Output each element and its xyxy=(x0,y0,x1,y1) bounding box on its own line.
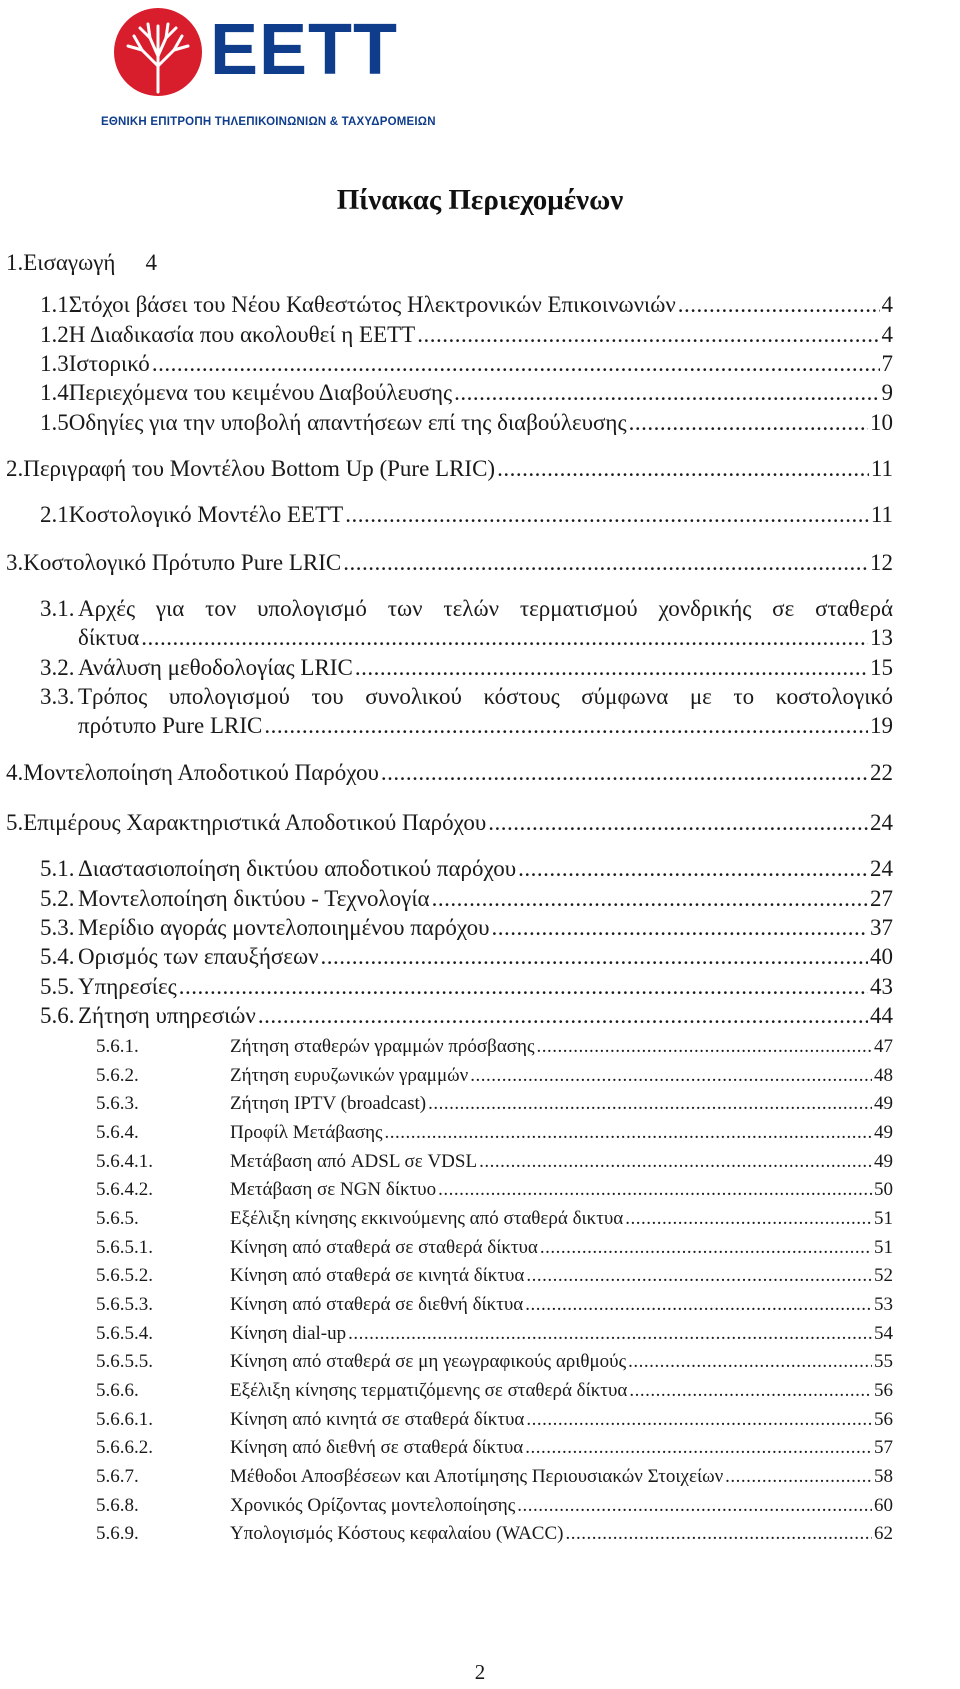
toc-label: Ζήτηση IPTV (broadcast) xyxy=(230,1093,427,1114)
toc-label: Κίνηση dial-up xyxy=(230,1323,347,1344)
toc-number: 5.6.2. xyxy=(96,1065,139,1086)
toc-label: Υπηρεσίες xyxy=(78,974,177,999)
toc-leader xyxy=(428,1093,872,1115)
toc-page: 58 xyxy=(874,1466,893,1487)
toc-entry-5-6-6[interactable] xyxy=(96,1380,893,1402)
toc-label: Κίνηση από σταθερά σε σταθερά δίκτυα xyxy=(230,1237,538,1258)
toc-page: 4 xyxy=(881,322,893,347)
logo-wordmark: EETT xyxy=(210,10,399,90)
toc-page: 47 xyxy=(874,1036,893,1057)
toc-label: Ανάλυση μεθοδολογίας LRIC xyxy=(78,655,353,680)
toc-page: 49 xyxy=(874,1093,893,1114)
toc-page: 15 xyxy=(870,655,893,680)
toc-number: 3.1. xyxy=(40,596,75,621)
toc-leader xyxy=(348,1323,872,1345)
toc-number: 5.6.5.4. xyxy=(96,1323,153,1344)
toc-page: 24 xyxy=(870,810,893,835)
page-number: 2 xyxy=(474,1660,486,1684)
toc-number: 5.6.5.5. xyxy=(96,1351,153,1372)
toc-number: 5.6. xyxy=(40,1003,75,1028)
toc-leader xyxy=(264,713,868,739)
toc-entry-5-4[interactable] xyxy=(40,944,893,970)
toc-label: Μοντελοποίηση δικτύου - Τεχνολογία xyxy=(78,886,430,911)
toc-page: 4 xyxy=(881,292,893,317)
toc-number: 1.5 xyxy=(40,410,69,435)
toc-entry-5-6-5-4[interactable] xyxy=(96,1323,893,1345)
toc-number: 5.6.6.2. xyxy=(96,1437,153,1458)
toc-label: Κοστολογικό Μοντέλο ΕΕΤΤ xyxy=(68,502,344,527)
toc-label: Οδηγίες για την υποβολή απαντήσεων επί της διαβούλευσης xyxy=(68,410,627,435)
toc-label: Κίνηση από κινητά σε σταθερά δίκτυα xyxy=(230,1409,525,1430)
toc-label: Επιμέρους Χαρακτηριστικά Αποδοτικού Παρόχου xyxy=(23,810,487,835)
toc-number: 1.1 xyxy=(40,292,69,317)
toc-label: Μέθοδοι Αποσβέσεων και Αποτίμησης Περιουσιακών Στοιχείων xyxy=(230,1466,724,1487)
toc-leader xyxy=(525,1294,872,1316)
toc-entry-5-6-1[interactable] xyxy=(96,1036,893,1058)
toc-number: 3. xyxy=(6,550,24,575)
toc-entry-3-1-cont[interactable] xyxy=(78,625,893,651)
toc-label: Διαστασιοποίηση δικτύου αποδοτικού παρόχου xyxy=(78,856,517,881)
toc-entry-5-6-6-1[interactable] xyxy=(96,1409,893,1431)
toc-leader xyxy=(355,655,868,681)
toc-page: 53 xyxy=(874,1294,893,1315)
toc-label: Ζήτηση υπηρεσιών xyxy=(78,1003,256,1028)
logo-subtitle: ΕΘΝΙΚΗ ΕΠΙΤΡΟΠΗ ΤΗΛΕΠΙΚΟΙΝΩΝΙΩΝ & ΤΑΧΥΔΡΟΜΕΙΩΝ xyxy=(101,116,436,128)
toc-label: Ιστορικό xyxy=(68,351,150,376)
toc-leader xyxy=(385,1122,872,1144)
toc-leader xyxy=(629,1380,872,1402)
toc-number: 5.3. xyxy=(40,915,75,940)
toc-entry-5-6-7[interactable] xyxy=(96,1466,893,1488)
toc-page: 44 xyxy=(870,1003,893,1028)
toc-entry-5-1[interactable] xyxy=(40,856,893,882)
toc-page: 60 xyxy=(874,1495,893,1516)
toc-label-line2: δίκτυα xyxy=(78,625,140,650)
toc-leader xyxy=(488,810,868,836)
toc-page: 56 xyxy=(874,1409,893,1430)
toc-number: 5.1. xyxy=(40,856,75,881)
toc-entry-1-3[interactable] xyxy=(40,351,893,377)
toc-page: 57 xyxy=(874,1437,893,1458)
toc-leader xyxy=(141,625,868,651)
toc-entry-2-1[interactable] xyxy=(40,502,893,528)
toc-number: 5.6.6.1. xyxy=(96,1409,153,1430)
toc-leader xyxy=(320,944,868,970)
toc-entry-5-6-5-1[interactable] xyxy=(96,1237,893,1259)
toc-number: 5.6.5.3. xyxy=(96,1294,153,1315)
toc-page: 52 xyxy=(874,1265,893,1286)
toc-entry-5-6-5-2[interactable] xyxy=(96,1265,893,1287)
toc-label: Η Διαδικασία που ακολουθεί η ΕΕΤΤ xyxy=(68,322,416,347)
toc-leader xyxy=(678,292,880,318)
toc-entry-5-3[interactable] xyxy=(40,915,893,941)
toc-entry-1-5[interactable] xyxy=(40,410,893,436)
toc-page: 12 xyxy=(870,550,893,575)
toc-number: 5.6.8. xyxy=(96,1495,139,1516)
toc-page: 50 xyxy=(874,1179,893,1200)
toc-number: 1.4 xyxy=(40,380,69,405)
toc-page: 19 xyxy=(870,713,893,738)
toc-entry-3-2[interactable] xyxy=(40,655,893,681)
toc-page: 37 xyxy=(870,915,893,940)
toc-entry-3-3-cont[interactable] xyxy=(78,713,893,739)
toc-label: Περιγραφή του Μοντέλου Bottom Up (Pure LRIC) xyxy=(23,456,496,481)
toc-leader xyxy=(518,856,868,882)
toc-label-line1: Τρόπος υπολογισμού του συνολικού κόστους σύμφωνα με το κοστολογικό xyxy=(78,684,893,709)
toc-leader xyxy=(629,410,868,436)
toc-label-line2: πρότυπο Pure LRIC xyxy=(78,713,263,738)
toc-number: 5.6.7. xyxy=(96,1466,139,1487)
toc-entry-4[interactable] xyxy=(6,760,893,786)
toc-entry-5-6-6-2[interactable] xyxy=(96,1437,893,1459)
toc-entry-5-6-4-1[interactable] xyxy=(96,1151,893,1173)
toc-page: 54 xyxy=(874,1323,893,1344)
toc-label: Περιεχόμενα του κειμένου Διαβούλευσης xyxy=(68,380,453,405)
toc-number: 5.2. xyxy=(40,886,75,911)
toc-label: Υπολογισμός Κόστους κεφαλαίου (WACC) xyxy=(230,1523,564,1544)
toc-leader xyxy=(152,351,880,377)
toc-leader xyxy=(526,1409,872,1431)
toc-page: 4 xyxy=(145,250,157,275)
toc-leader xyxy=(540,1237,872,1259)
toc-entry-3-3[interactable] xyxy=(40,684,893,710)
toc-page: 27 xyxy=(870,886,893,911)
toc-number: 3.2. xyxy=(40,655,75,680)
toc-entry-5-6-5-3[interactable] xyxy=(96,1294,893,1316)
toc-entry-5-6-9[interactable] xyxy=(96,1523,893,1545)
toc-number: 5. xyxy=(6,810,24,835)
toc-leader xyxy=(258,1003,868,1029)
toc-entry-5-2[interactable] xyxy=(40,886,893,912)
toc-entry-5[interactable] xyxy=(6,810,893,836)
toc-leader xyxy=(625,1208,872,1230)
toc-label: Ορισμός των επαυξήσεων xyxy=(78,944,319,969)
toc-entry-5-5[interactable] xyxy=(40,974,893,1000)
toc-page: 43 xyxy=(870,974,893,999)
toc-page: 49 xyxy=(874,1122,893,1143)
toc-number: 5.6.5.2. xyxy=(96,1265,153,1286)
toc-leader xyxy=(438,1179,872,1201)
toc-label: Εξέλιξη κίνησης εκκινούμενης από σταθερά δικτυα xyxy=(230,1208,624,1229)
toc-label: Ζήτηση ευρυζωνικών γραμμών xyxy=(230,1065,469,1086)
toc-leader xyxy=(343,550,868,576)
toc-leader xyxy=(454,380,879,406)
toc-page: 55 xyxy=(874,1351,893,1372)
toc-page: 11 xyxy=(870,456,893,481)
toc-entry-5-6-5-5[interactable] xyxy=(96,1351,893,1373)
toc-label: Κίνηση από διεθνή σε σταθερά δίκτυα xyxy=(230,1437,524,1458)
toc-number: 5.6.4.2. xyxy=(96,1179,153,1200)
toc-leader xyxy=(432,886,868,912)
toc-entry-1-4[interactable] xyxy=(40,380,893,406)
toc-leader xyxy=(179,974,868,1000)
toc-leader xyxy=(417,322,879,348)
toc-label: Ζήτηση σταθερών γραμμών πρόσβασης xyxy=(230,1036,535,1057)
toc-number: 5.5. xyxy=(40,974,75,999)
toc-page: 62 xyxy=(874,1523,893,1544)
toc-leader xyxy=(345,502,869,528)
toc-label-line1: Αρχές για τον υπολογισμό των τελών τερματισμού χονδρικής σε σταθερά xyxy=(78,596,893,621)
toc-page: 40 xyxy=(870,944,893,969)
toc-page: 51 xyxy=(874,1208,893,1229)
toc-leader xyxy=(565,1523,872,1545)
toc-leader xyxy=(725,1466,872,1488)
toc-number: 5.6.5. xyxy=(96,1208,139,1229)
toc-page: 11 xyxy=(870,502,893,527)
toc-number: 1. xyxy=(6,250,24,275)
toc-entry-5-6[interactable] xyxy=(40,1003,893,1029)
toc-leader xyxy=(517,1495,872,1517)
toc-label: Μοντελοποίηση Αποδοτικού Παρόχου xyxy=(23,760,379,785)
toc-entry-3[interactable] xyxy=(6,550,893,576)
toc-number: 2. xyxy=(6,456,24,481)
toc-number: 4. xyxy=(6,760,24,785)
toc-label: Στόχοι βάσει του Νέου Καθεστώτος Ηλεκτρονικών Επικοινωνιών xyxy=(68,292,676,317)
toc-label: Εξέλιξη κίνησης τερματιζόμενης σε σταθερά δίκτυα xyxy=(230,1380,628,1401)
toc-number: 5.6.4. xyxy=(96,1122,139,1143)
toc-page: 9 xyxy=(881,380,893,405)
toc-page: 13 xyxy=(870,625,893,650)
toc-leader xyxy=(492,915,868,941)
toc-label: Χρονικός Ορίζοντας μοντελοποίησης xyxy=(230,1495,516,1516)
toc-page: 49 xyxy=(874,1151,893,1172)
toc-leader xyxy=(381,760,868,786)
toc-label: Εισαγωγή xyxy=(23,250,116,275)
toc-label: Κίνηση από σταθερά σε μη γεωγραφικούς αριθμούς xyxy=(230,1351,627,1372)
toc-title: Πίνακας Περιεχομένων xyxy=(336,184,624,216)
toc-label: Κίνηση από σταθερά σε διεθνή δίκτυα xyxy=(230,1294,524,1315)
toc-page: 10 xyxy=(870,410,893,435)
toc-leader xyxy=(497,456,869,482)
toc-entry-3-1[interactable] xyxy=(40,596,893,622)
toc-number: 1.3 xyxy=(40,351,69,376)
toc-page: 7 xyxy=(881,351,893,376)
toc-number: 5.6.4.1. xyxy=(96,1151,153,1172)
toc-label: Μετάβαση από ADSL σε VDSL xyxy=(230,1151,478,1172)
toc-entry-5-6-4[interactable] xyxy=(96,1122,893,1144)
toc-entry-1-1[interactable] xyxy=(40,292,893,318)
toc-leader xyxy=(525,1437,872,1459)
toc-number: 3.3. xyxy=(40,684,75,709)
toc-number: 5.6.9. xyxy=(96,1523,139,1544)
toc-leader xyxy=(536,1036,872,1058)
toc-page: 56 xyxy=(874,1380,893,1401)
toc-entry-5-6-2[interactable] xyxy=(96,1065,893,1087)
toc-number: 5.6.5.1. xyxy=(96,1237,153,1258)
toc-entry-1-2[interactable] xyxy=(40,322,893,348)
toc-number: 5.4. xyxy=(40,944,75,969)
toc-label: Κίνηση από σταθερά σε κινητά δίκτυα xyxy=(230,1265,525,1286)
toc-number: 2.1 xyxy=(40,502,69,527)
toc-leader xyxy=(526,1265,872,1287)
toc-number: 1.2 xyxy=(40,322,69,347)
toc-number: 5.6.6. xyxy=(96,1380,139,1401)
toc-entry-5-6-8[interactable] xyxy=(96,1495,893,1517)
toc-entry-5-6-5[interactable] xyxy=(96,1208,893,1230)
toc-label: Μετάβαση σε NGN δίκτυο xyxy=(230,1179,437,1200)
toc-page: 51 xyxy=(874,1237,893,1258)
toc-entry-5-6-4-2[interactable] xyxy=(96,1179,893,1201)
toc-leader xyxy=(479,1151,872,1173)
toc-page: 22 xyxy=(870,760,893,785)
toc-label: Μερίδιο αγοράς μοντελοποιημένου παρόχου xyxy=(78,915,490,940)
toc-label: Κοστολογικό Πρότυπο Pure LRIC xyxy=(23,550,342,575)
toc-entry-1[interactable] xyxy=(6,250,206,276)
toc-entry-2[interactable] xyxy=(6,456,893,482)
toc-page: 24 xyxy=(870,856,893,881)
toc-number: 5.6.3. xyxy=(96,1093,139,1114)
toc-entry-5-6-3[interactable] xyxy=(96,1093,893,1115)
toc-leader xyxy=(628,1351,872,1373)
toc-page: 48 xyxy=(874,1065,893,1086)
toc-number: 5.6.1. xyxy=(96,1036,139,1057)
toc-leader xyxy=(470,1065,872,1087)
toc-label: Προφίλ Μετάβασης xyxy=(230,1122,383,1143)
